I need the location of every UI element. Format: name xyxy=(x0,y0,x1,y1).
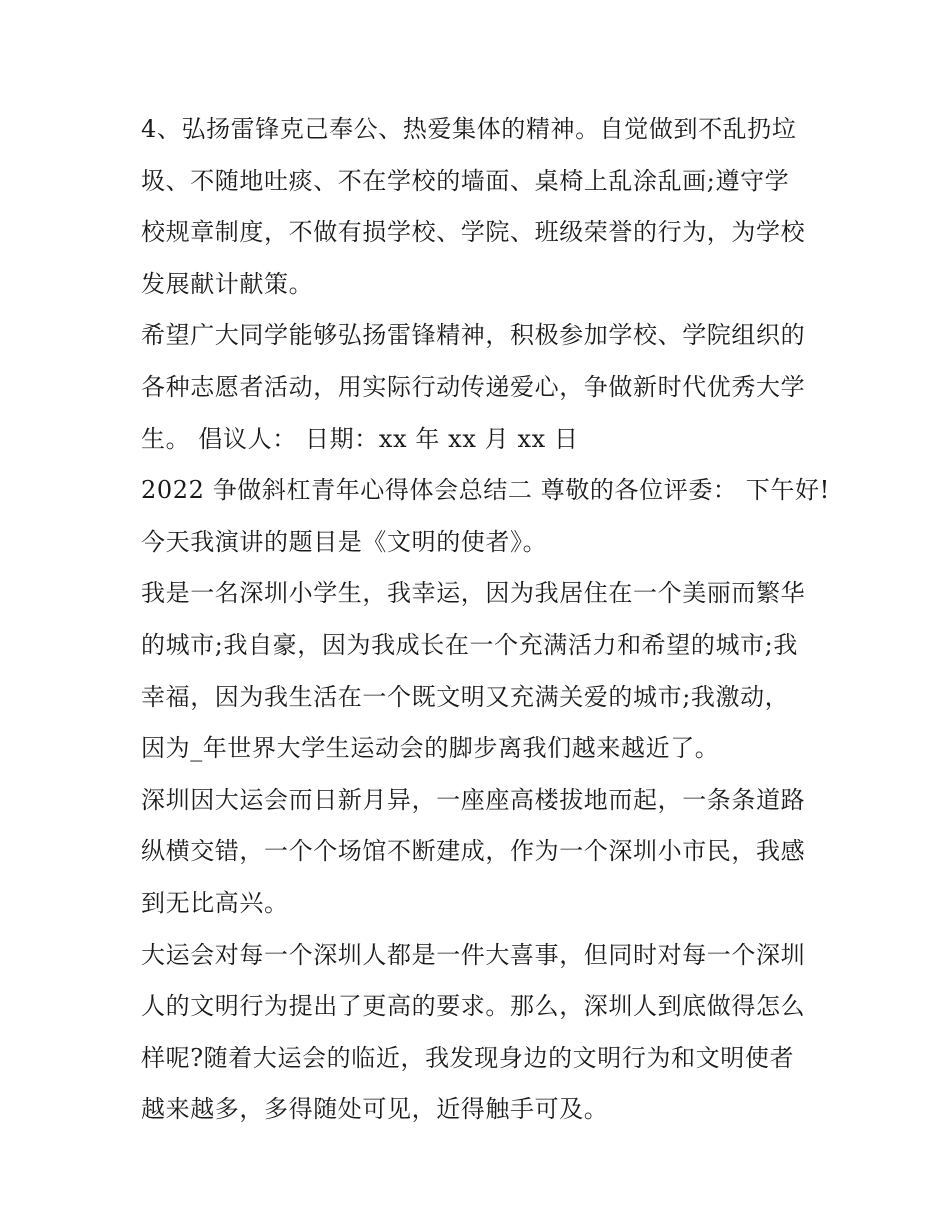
text-line: 深圳因大运会而日新月异，一座座高楼拔地而起，一条条道路 xyxy=(141,785,806,814)
text-line: 大运会对每一个深圳人都是一件大喜事，但同时对每一个深圳 xyxy=(141,940,806,969)
text-line: 2022 争做斜杠青年心得体会总结二 尊敬的各位评委： 下午好! xyxy=(141,476,830,505)
text-line: 越来越多，多得随处可见，近得触手可及。 xyxy=(141,1095,609,1124)
text-line: 发展献计献策。 xyxy=(141,269,314,298)
text-line: 4、弘扬雷锋克己奉公、热爱集体的精神。自觉做到不乱扔垃 xyxy=(141,115,797,143)
text-line: 纵横交错，一个个场馆不断建成，作为一个深圳小市民，我感 xyxy=(141,837,806,866)
text-line: 今天我演讲的题目是《文明的使者》。 xyxy=(141,527,548,556)
text-line: 幸福，因为我生活在一个既文明又充满关爱的城市;我激动， xyxy=(141,682,790,711)
text-line: 生。 倡议人： 日期：xx 年 xx 月 xx 日 xyxy=(141,424,579,453)
text-line: 到无比高兴。 xyxy=(141,888,289,917)
text-line: 的城市;我自豪，因为我成长在一个充满活力和希望的城市;我 xyxy=(141,630,798,659)
text-line: 因为_年世界大学生运动会的脚步离我们越来越近了。 xyxy=(141,734,720,763)
text-line: 人的文明行为提出了更高的要求。那么，深圳人到底做得怎么 xyxy=(141,992,806,1021)
text-line: 校规章制度，不做有损学校、学院、班级荣誉的行为，为学校 xyxy=(141,218,806,247)
document-body xyxy=(141,104,830,1136)
text-line: 我是一名深圳小学生，我幸运，因为我居住在一个美丽而繁华 xyxy=(141,579,806,608)
text-line: 圾、不随地吐痰、不在学校的墙面、桌椅上乱涂乱画;遵守学 xyxy=(141,166,790,195)
text-line: 各种志愿者活动，用实际行动传递爱心，争做新时代优秀大学 xyxy=(141,372,806,401)
text-line: 样呢?随着大运会的临近，我发现身边的文明行为和文明使者 xyxy=(141,1043,795,1072)
text-line: 希望广大同学能够弘扬雷锋精神，积极参加学校、学院组织的 xyxy=(141,321,806,350)
